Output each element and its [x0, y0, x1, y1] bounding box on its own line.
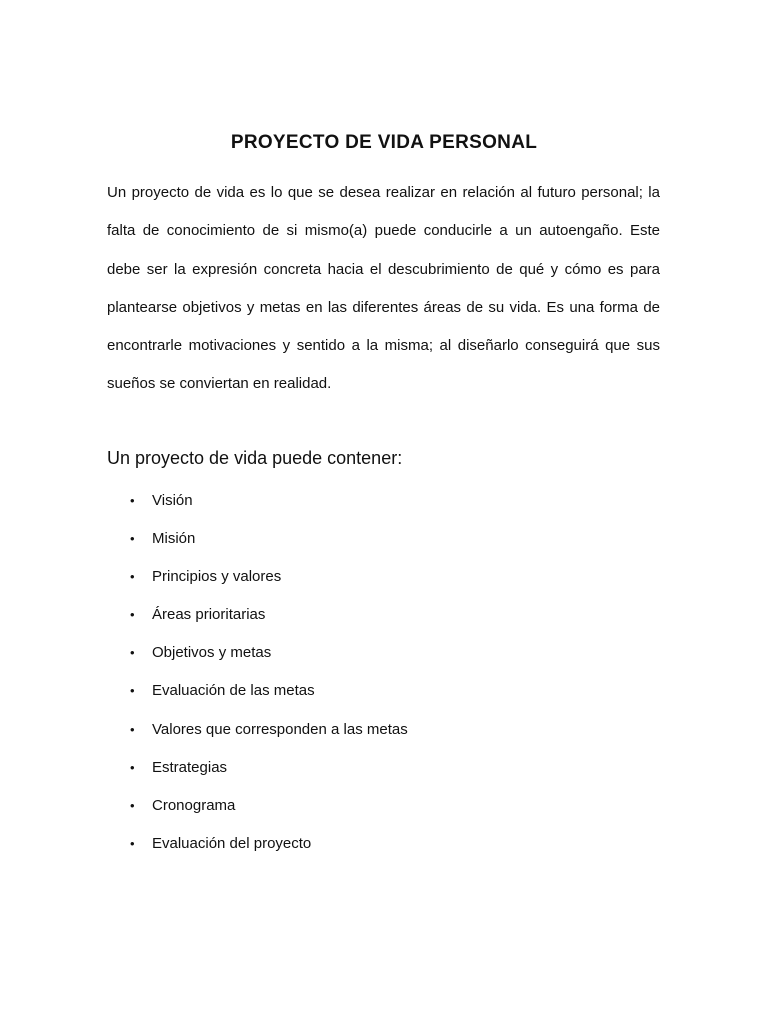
bullet-icon: • — [130, 569, 135, 585]
list-heading: Un proyecto de vida puede contener: — [107, 448, 403, 468]
list-item-label: Áreas prioritarias — [152, 606, 266, 624]
list-item — [107, 638, 408, 676]
list-item — [107, 753, 408, 791]
bullet-icon: • — [130, 607, 135, 623]
list-item-label: Misión — [152, 530, 196, 548]
intro-paragraph: Un proyecto de vida es lo que se desea realizar en relación al futuro personal; la falta de conocimiento de si mismo(a) puede conducirle a un autoengaño. Este debe ser la expresión concreta hacia el descubrimiento de qué y cómo es para plantearse objetivos y metas en las diferentes áreas de su vida. Es una forma de encontrarle motivaciones y sentido a la misma; al diseñarlo conseguirá que sus sueños se conviertan en realidad. — [107, 184, 660, 393]
list-item — [107, 524, 408, 562]
list-item-label: Cronograma — [152, 796, 236, 814]
list-item-label: Valores que corresponden a las metas — [152, 720, 408, 738]
list-item-label: Evaluación de las metas — [152, 682, 315, 700]
list-item — [107, 791, 408, 829]
bullet-icon: • — [130, 797, 135, 813]
list-item-label: Principios y valores — [152, 568, 282, 586]
bullet-icon: • — [130, 835, 135, 851]
list-item — [107, 486, 408, 524]
list-item-label: Estrategias — [152, 758, 228, 776]
bullet-icon: • — [130, 683, 135, 699]
list-item-label: Evaluación del proyecto — [152, 834, 312, 852]
list-item-label: Objetivos y metas — [152, 644, 272, 662]
list-item — [107, 829, 408, 867]
bullet-icon: • — [130, 645, 135, 661]
list-item — [107, 600, 408, 638]
list-item — [107, 676, 408, 714]
list-item-label: Visión — [152, 492, 193, 509]
contents-list — [107, 486, 408, 867]
bullet-icon: • — [130, 531, 135, 547]
list-item — [107, 715, 408, 753]
bullet-icon: • — [130, 721, 135, 737]
list-item — [107, 562, 408, 600]
page-title: PROYECTO DE VIDA PERSONAL — [230, 132, 538, 153]
bullet-icon: • — [130, 493, 135, 508]
bullet-icon: • — [130, 759, 135, 775]
